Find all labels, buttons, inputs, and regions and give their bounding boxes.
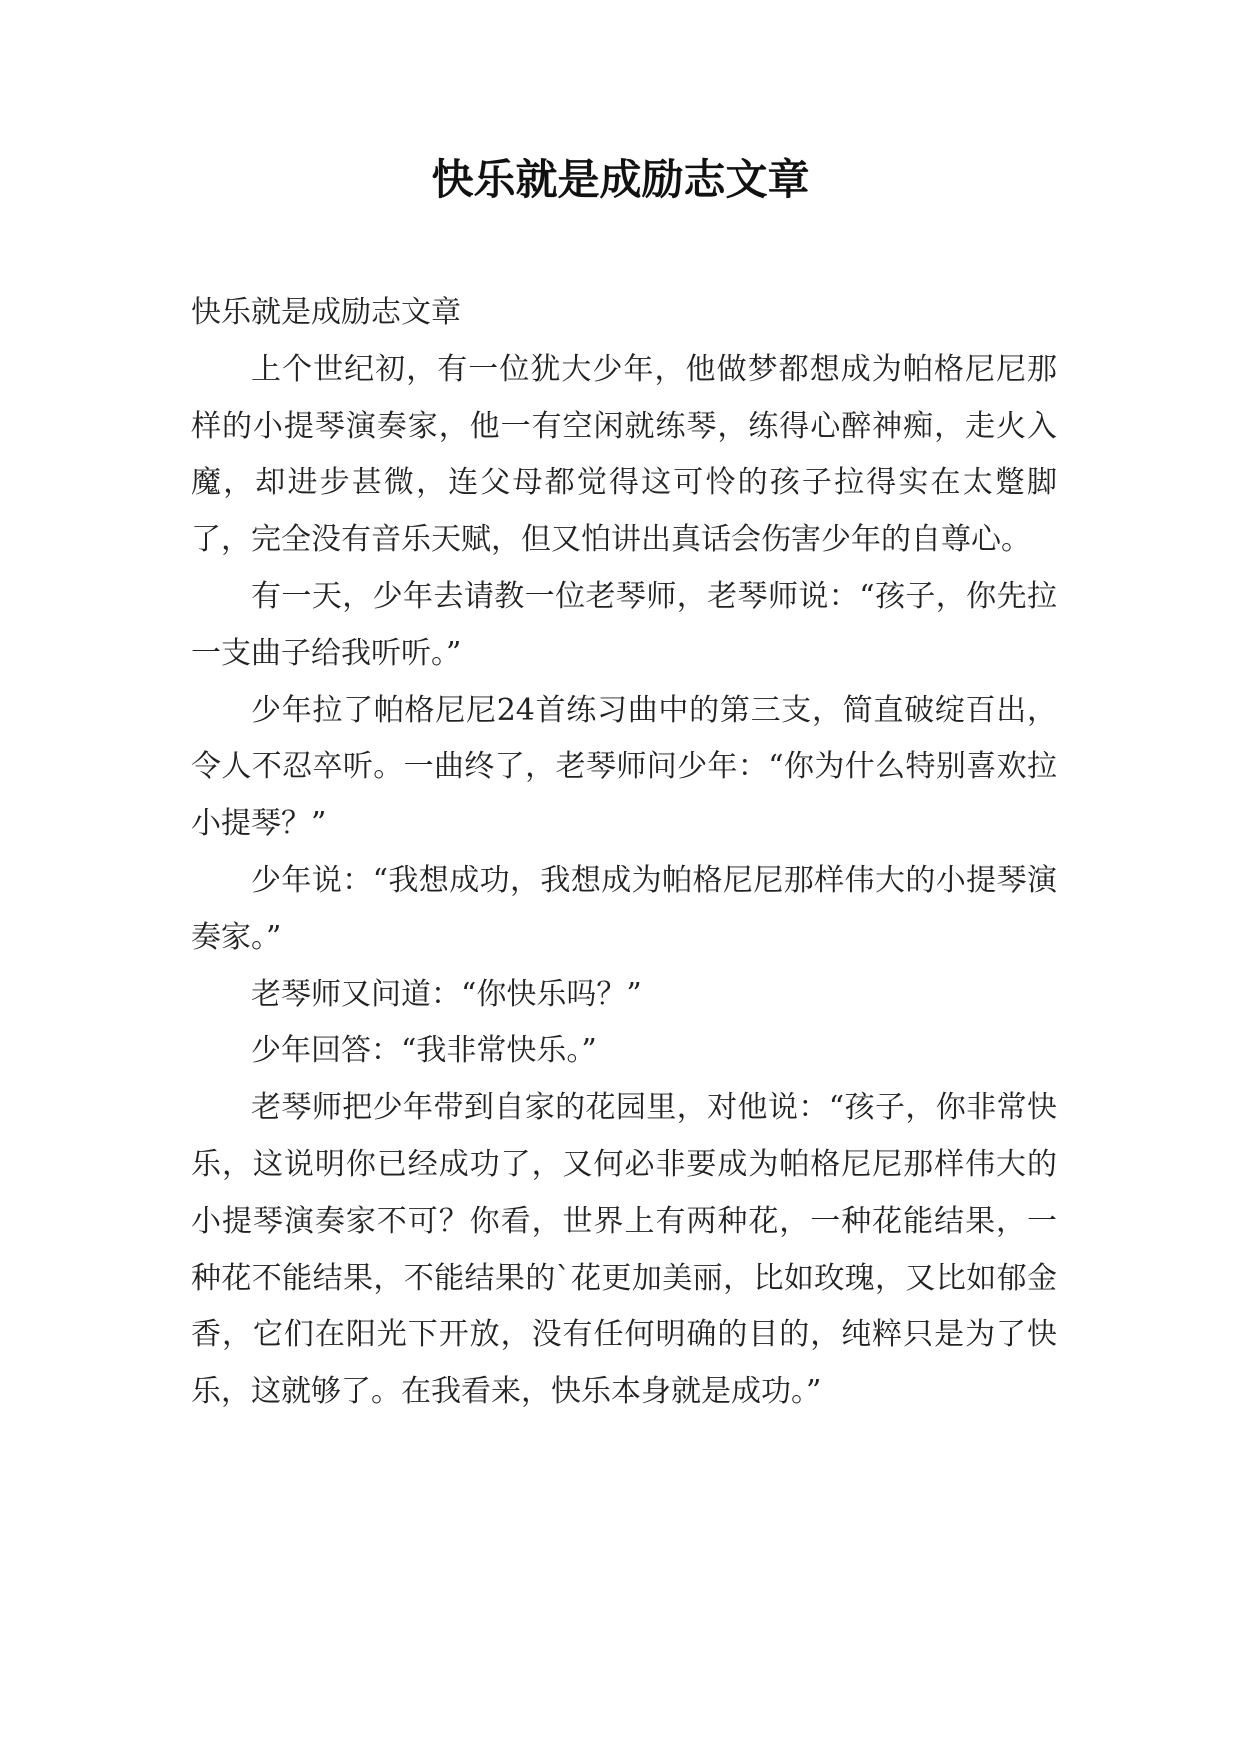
document-subtitle: 快乐就是成励志文章 (191, 295, 461, 330)
paragraph: 有一天，少年去请教一位老琴师，老琴师说：“孩子，你先拉一支曲子给我听听。” (191, 578, 1057, 671)
paragraph: 少年回答：“我非常快乐。” (251, 1033, 597, 1069)
paragraph: 老琴师又问道：“你快乐吗？” (251, 976, 642, 1012)
document-body (191, 285, 1057, 1421)
paragraph: 少年说：“我想成功，我想成为帕格尼尼那样伟大的小提琴演奏家。” (191, 862, 1057, 955)
paragraph: 少年拉了帕格尼尼24首练习曲中的第三支，简直破绽百出，令人不忍卒听。一曲终了，老琴师问少年：“你为什么特别喜欢拉小提琴？” (191, 692, 1057, 842)
paragraph: 上个世纪初，有一位犹大少年，他做梦都想成为帕格尼尼那样的小提琴演奏家，他一有空闲就练琴，练得心醉神痴，走火入魔，却进步甚微，连父母都觉得这可怜的孩子拉得实在太蹩脚了，完全没有音乐天赋，但又怕讲出真话会伤害少年的自尊心。 (191, 351, 1057, 558)
paragraph: 老琴师把少年带到自家的花园里，对他说：“孩子，你非常快乐，这说明你已经成功了，又何必非要成为帕格尼尼那样伟大的小提琴演奏家不可？你看，世界上有两种花，一种花能结果，一种花不能结果，不能结果的`花更加美丽，比如玫瑰，又比如郁金香，它们在阳光下开放，没有任何明确的目的，纯粹只是为了快乐，这就够了。在我看来，快乐本身就是成功。” (191, 1090, 1057, 1410)
document-title: 快乐就是成励志文章 (431, 155, 810, 204)
